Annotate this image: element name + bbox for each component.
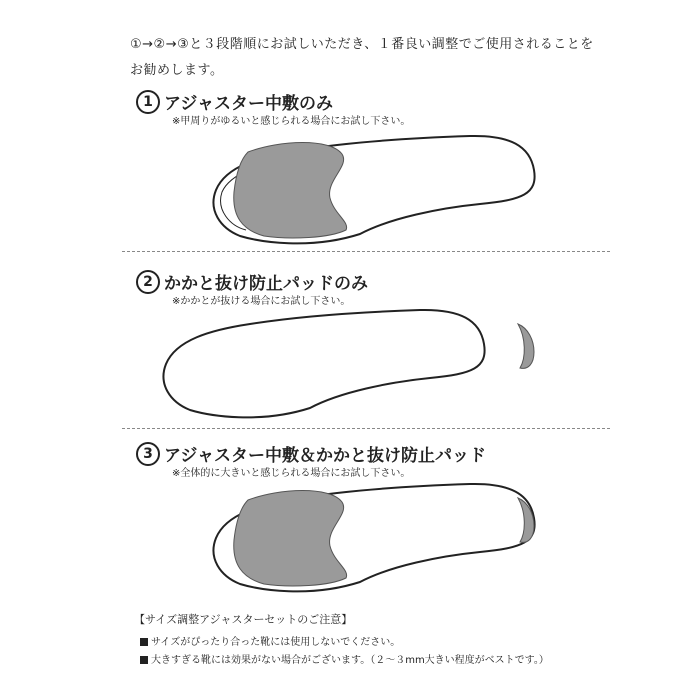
section-divider-1 [122,251,610,252]
step-1-title [136,89,333,114]
heel-pad-2 [518,324,534,368]
caution-item-1-text: サイズがぴったり合った靴には使用しないでください。 [151,637,401,648]
step-1-number: 1 [136,90,160,114]
caution-item-2-text: 大きすぎる靴には効果がない場合がございます。（２～３mm大きい程度がベストです。） [151,655,549,666]
adjuster-pad-1 [234,143,347,239]
step-2-title [136,269,368,294]
step-3-number: 3 [136,442,160,466]
insole-outline-2 [163,310,484,417]
step-2-label: かかと抜け防止パッドのみ [164,274,368,294]
insole-illustration-3 [150,478,620,608]
insole-illustration-2 [150,304,620,434]
caution-heading: 【サイズ調整アジャスターセットのご注意】 [134,613,353,626]
insole-illustration-1 [150,130,620,260]
bullet-square-icon [140,638,148,646]
caution-item-1 [140,633,400,648]
step-2-number: 2 [136,270,160,294]
step-3-note: ※全体的に大きいと感じられる場合にお試し下さい。 [172,468,411,479]
step-2-note: ※かかとが抜ける場合にお試し下さい。 [172,296,351,307]
bullet-square-icon [140,656,148,664]
caution-item-2 [140,651,549,666]
intro-line-2: お勧めします。 [130,63,224,78]
step-1-label: アジャスター中敷のみ [164,94,333,114]
step-3-title [136,441,486,466]
step-3-label: アジャスター中敷＆かかと抜け防止パッド [164,446,486,466]
step-1-note: ※甲周りがゆるいと感じられる場合にお試し下さい。 [172,116,411,127]
intro-text [130,32,650,84]
adjuster-pad-3 [234,491,347,587]
section-divider-2 [122,428,610,429]
intro-line-1: ①→②→③と３段階順にお試しいただき、１番良い調整でご使用されることを [130,37,594,52]
